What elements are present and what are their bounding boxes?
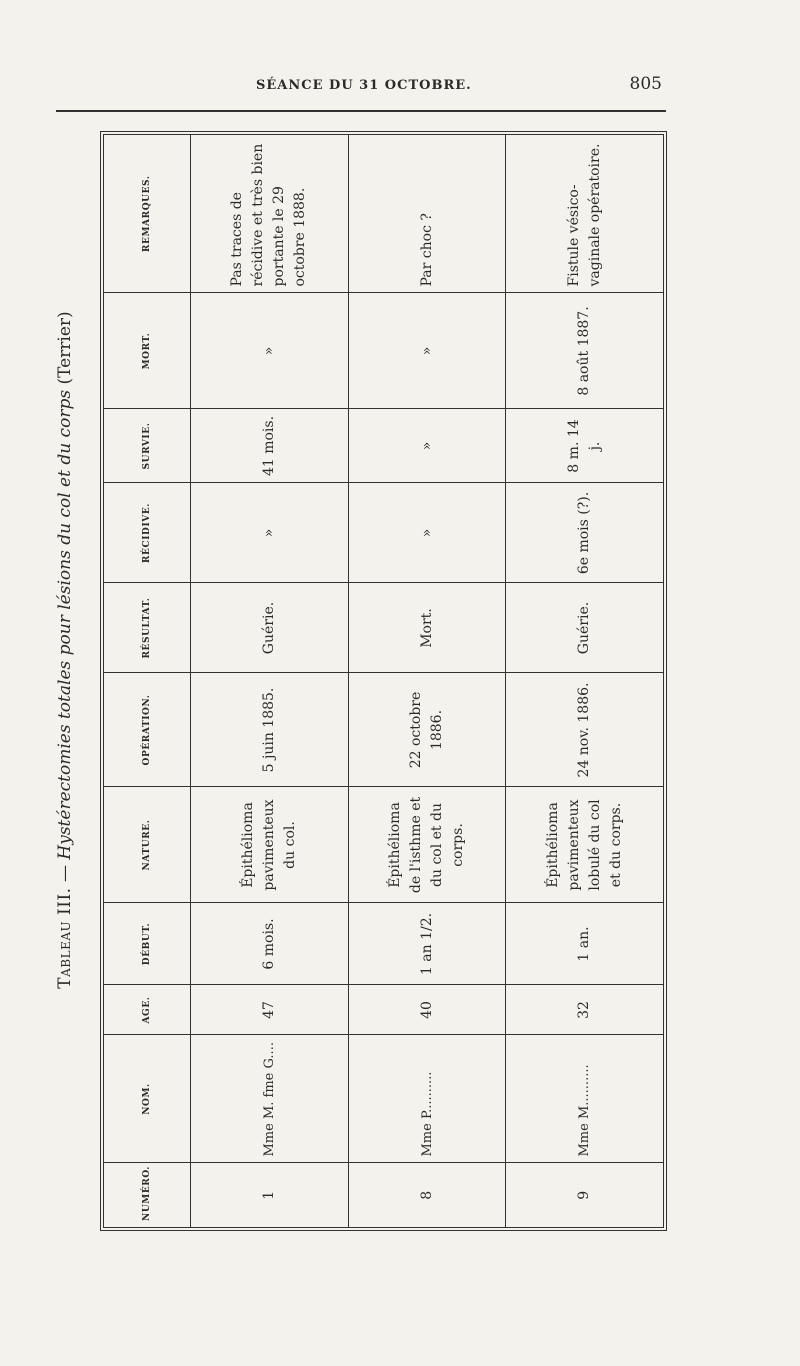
table-row (348, 135, 506, 1227)
col-header-survie: SURVIE. (104, 409, 191, 483)
cell-debut: 1 an. (506, 903, 663, 985)
cell-numero: 9 (506, 1163, 663, 1227)
caption-author: (Terrier) (55, 311, 75, 390)
cell-survie: 8 m. 14 j. (506, 409, 663, 483)
cell-recidive: 6e mois (?). (506, 483, 663, 583)
col-header-nom: NOM. (104, 1035, 191, 1163)
cell-operation: 5 juin 1885. (191, 673, 349, 787)
cell-operation: 22 octobre 1886. (348, 673, 506, 787)
col-header-debut: DÉBUT. (104, 903, 191, 985)
cell-age: 47 (191, 985, 349, 1035)
cell-resultat: Mort. (348, 583, 506, 673)
cell-nom: Mme M.......... (506, 1035, 663, 1163)
table-frame (100, 131, 667, 1231)
cell-remarques: Par choc ? (348, 135, 506, 293)
cell-numero: 1 (260, 1190, 277, 1200)
col-header-remarques: REMARQUES. (104, 135, 191, 293)
col-header-nature: NATURE. (104, 787, 191, 903)
cell-age: 40 (348, 985, 506, 1035)
col-header-resultat: RÉSULTAT. (104, 583, 191, 673)
cell-nom: Mme M. fme G.... (191, 1035, 349, 1163)
cell-numero: 8 (348, 1163, 506, 1227)
running-head (56, 74, 666, 102)
col-header-mort: MORT. (104, 293, 191, 409)
caption-title: Hystérectomies totales pour lésions du col et du corps (55, 389, 75, 860)
cell-remarques: Pas traces de récidive et très bien portante le 29 octobre 1888. (191, 135, 349, 293)
caption-label: Tableau III. (55, 887, 75, 989)
col-header-age: AGE. (104, 985, 191, 1035)
cell-resultat: Guérie. (506, 583, 663, 673)
col-header-recidive: RÉCIDIVE. (104, 483, 191, 583)
caption-dash: — (55, 859, 75, 888)
cell-debut: 6 mois. (191, 903, 349, 985)
header-row (104, 135, 191, 1227)
cell-age: 32 (506, 985, 663, 1035)
cell-mort: » (348, 293, 506, 409)
page-number: 805 (629, 74, 662, 94)
cell-recidive: » (348, 483, 506, 583)
table-row (191, 135, 349, 1227)
header-rule (56, 110, 666, 112)
cell-resultat: Guérie. (191, 583, 349, 673)
running-title: SÉANCE DU 31 OCTOBRE. (256, 78, 472, 93)
col-header-numero: NUMÉRO. (104, 1163, 191, 1227)
cell-nom: Mme P.......... (348, 1035, 506, 1163)
cell-survie: » (348, 409, 506, 483)
table-row (506, 135, 663, 1227)
col-header-operation: OPÉRATION. (104, 673, 191, 787)
cell-operation: 24 nov. 1886. (506, 673, 663, 787)
surgery-table (104, 135, 663, 1227)
table-caption (48, 300, 82, 1000)
cell-nature: Épithélioma pavimenteux du col. (191, 787, 349, 903)
cell-mort: 8 août 1887. (506, 293, 663, 409)
cell-mort: » (191, 293, 349, 409)
cell-recidive: » (191, 483, 349, 583)
cell-nature: Épithélioma pavimenteux lobulé du col et du corps. (506, 787, 663, 903)
cell-remarques: Fistule vésico-vaginale opératoire. (506, 135, 663, 293)
cell-debut: 1 an 1/2. (348, 903, 506, 985)
cell-nature: Épithélioma de l'isthme et du col et du corps. (348, 787, 506, 903)
cell-survie: 41 mois. (191, 409, 349, 483)
